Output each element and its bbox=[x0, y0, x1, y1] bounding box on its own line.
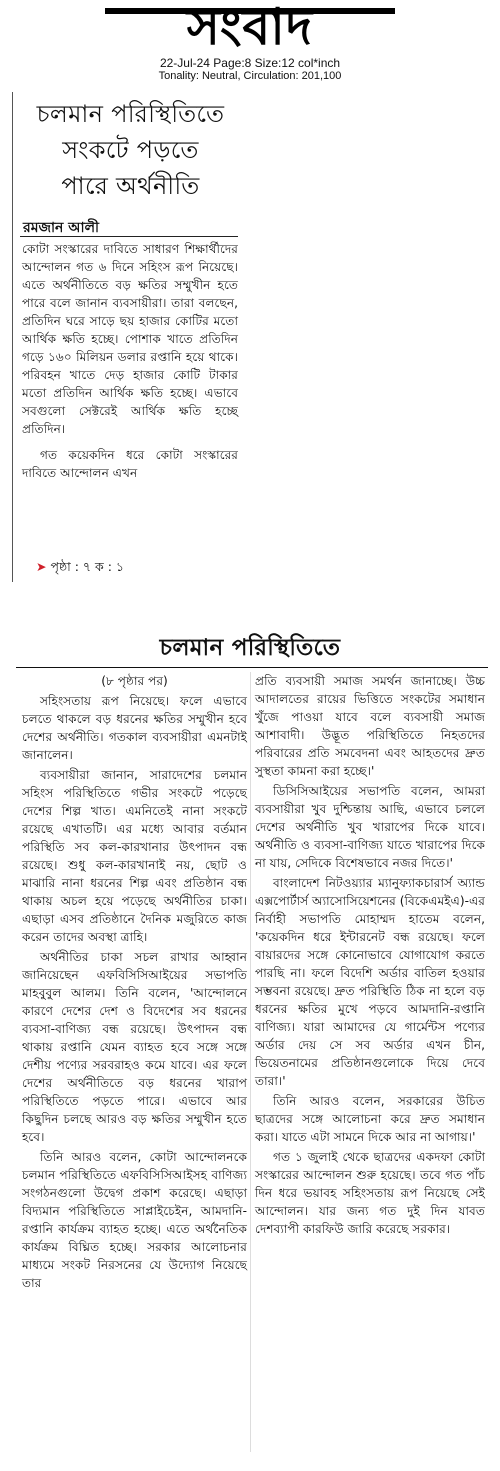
continuation-right-column bbox=[255, 672, 485, 1240]
continuation-paragraph: ব্যবসায়ীরা জানান, সারাদেশের চলমান সহিংস পরিস্থিতিতে গভীর সংকটে পড়েছে দেশের শিল্প খাত। এমনিতেই নানা সংকটে রয়েছে এখাতটি। এর মধ্যে আবার বর্তমান পরিস্থিতি সব কল-কারখানার উৎপাদন বন্ধ রয়েছে। শুধু কল-কারখানাই নয়, ছোট ও মাঝারি নানা ধরনের শিল্প এবং প্রতিষ্ঠান বন্ধ থাকায় অচল হয়ে পড়েছে অর্থনীতির চাকা। এছাড়া এসব প্রতিষ্ঠানে দৈনিক মজুরিতে কাজ করেন তাদের অবস্থা ত্রাহি। bbox=[22, 768, 247, 944]
byline-divider bbox=[20, 236, 238, 237]
clip-info-line: 22-Jul-24 Page:8 Size:12 col*inch bbox=[159, 56, 341, 70]
lead-paragraph: কোটা সংস্কারের দাবিতে সাধারণ শিক্ষার্থীদের আন্দোলন গত ৬ দিনে সহিংস রূপ নিয়েছে। এতে অর্থনীতিতে বড় ক্ষতির সম্মুখীন হতে পারে বলে জানান ব্যবসায়ীরা। তারা বলছেন, প্রতিদিন ঘরে সাড়ে ছয় হাজার কোটির মতো আর্থিক ক্ষতি হচ্ছে। পোশাক খাতে প্রতিদিন গড়ে ১৬০ মিলিয়ন ডলার রপ্তানি হয়ে থাকে। পরিবহন খাতে দেড় হাজার কোটি টাকার মতো প্রতিদিন আর্থিক ক্ষতি হচ্ছে। এভাবে সবগুলো সেক্টরেই আর্থিক ক্ষতি হচ্ছে প্রতিদিন। bbox=[22, 242, 238, 436]
newspaper-name: সংবাদ bbox=[186, 0, 314, 56]
continuation-paragraph: ডিসিসিআইয়ের সভাপতি বলেন, আমরা ব্যবসায়ীরা খুব দুশ্চিন্তায় আছি, এভাবে চললে দেশের অর্থনীতি খুব খারাপের দিকে যাবে। অর্থনীতি ও ব্যবসা-বাণিজ্য যাতে খারাপের দিকে না যায়, সেদিকে বিশেষভাবে নজর দিতে।' bbox=[255, 784, 485, 870]
byline: রমজান আলী bbox=[23, 220, 100, 236]
clip-tonality-line: Tonality: Neutral, Circulation: 201,100 bbox=[158, 70, 342, 82]
from-page-note: (৮ পৃষ্ঠার পর) bbox=[101, 674, 168, 688]
continuation-paragraph: সহিংসতায় রূপ নিয়েছে। ফলে এভাবে চলতে থাকলে বড় ধরনের ক্ষতির সম্মুখীন হবে দেশের অর্থনীতি। গতকাল ব্যবসায়ীরা এমনটাই জানালেন। bbox=[22, 694, 247, 762]
continuation-heading: চলমান পরিস্থিতিতে bbox=[159, 635, 341, 661]
headline-line: চলমান পরিস্থিতিতে bbox=[36, 100, 225, 128]
headline-line: সংকটে পড়তে bbox=[62, 136, 199, 164]
continuation-paragraph: তিনি আরও বলেন, কোটা আন্দোলনকে চলমান পরিস্থিতিতে এফবিসিসিআইসহ বাণিজ্য সংগঠনগুলো উদ্বেগ প্রকাশ করেছে। এছাড়া বিদ্যমান পরিস্থিতিতে সাপ্লাইচেইন, আমদানি-রপ্তানি কার্যক্রম ব্যাহত হচ্ছে। এতে অর্থনৈতিক কার্যক্রম বিঘ্নিত হচ্ছে। সরকার আলোচনার মাধ্যমে সংকট নিরসনের যে উদ্যোগ নিয়েছে তার bbox=[22, 1150, 247, 1290]
column-divider bbox=[250, 672, 251, 1452]
jump-text: পৃষ্ঠা : ৭ ক : ১ bbox=[50, 559, 125, 574]
headline-line: পারে অর্থনীতি bbox=[61, 172, 200, 200]
article-lead bbox=[22, 240, 238, 482]
continuation-paragraph: বাংলাদেশ নিটওয়্যার ম্যানুফ্যাকচারার্স অ্যান্ড এক্সপোর্টার্স অ্যাসোসিয়েশনের (বিকেএমইএ)-এর নির্বাহী সভাপতি মোহাম্মদ হাতেম বলেন, 'কয়েকদিন ধরে ইন্টারনেট বন্ধ রয়েছে। ফলে বায়ারদের সঙ্গে কোনোভাবে যোগাযোগ করতে পারছি না। ফলে বিদেশি অর্ডার বাতিল হওয়ার সম্ভবনা রয়েছে। দ্রুত পরিস্থিতি ঠিক না হলে বড় ধরনের ক্ষতির মুখে পড়বে আমদানি-রপ্তানি বাণিজ্য। যারা আমাদের যে গার্মেন্টস পণ্যের অর্ডার দেয় সে সব অর্ডার এখন চীন, ভিয়েতনামের প্রতিষ্ঠানগুলোকে দিয়ে দেবে তারা।' bbox=[255, 876, 485, 1088]
continued-on-jump bbox=[36, 559, 124, 579]
arrow-right-icon: ➤ bbox=[36, 559, 47, 574]
left-column-rule bbox=[12, 92, 13, 582]
article-headline bbox=[18, 96, 243, 204]
continuation-paragraph: প্রতি ব্যবসায়ী সমাজ সমর্থন জানাচ্ছে। উচ্চ আদালতের রায়ের ভিত্তিতে সংকটের সমাধান খুঁজে পাওয়া যাবে বলে ব্যবসায়ী সমাজ আশাবাদী। উদ্ভূত পরিস্থিতিতে নিহতদের পরিবারের প্রতি সমবেদনা এবং আহতদের দ্রুত সুস্থতা কামনা করা হচ্ছে।' bbox=[255, 674, 485, 778]
continuation-paragraph: গত ১ জুলাই থেকে ছাত্রদের একদফা কোটা সংস্কারের আন্দোলন শুরু হয়েছে। তবে গত পাঁচ দিন ধরে ভয়াবহ সহিংসতায় রূপ নিয়েছে সেই আন্দোলন। যার জন্য গত দুই দিন যাবত দেশব্যাপী কারফিউ জারি করেছে সরকার। bbox=[255, 1150, 485, 1236]
continuation-paragraph: তিনি আরও বলেন, সরকারের উচিত ছাত্রদের সঙ্গে আলোচনা করে দ্রুত সমাধান করা। যাতে এটা সামনে দিকে আর না আগায়।' bbox=[255, 1094, 485, 1144]
continuation-divider bbox=[16, 667, 488, 668]
masthead-logo bbox=[105, 2, 395, 54]
continuation-paragraph: অর্থনীতির চাকা সচল রাখার আহ্বান জানিয়েছেন এফবিসিসিআইয়ের সভাপতি মাহবুবুল আলম। তিনি বলেন, 'আন্দোলনে কারণে দেশের দেশ ও বিদেশের সব ধরনের ব্যবসা-বাণিজ্য বন্ধ রয়েছে। উৎপাদন বন্ধ থাকায় রপ্তানি যেমন ব্যাহত হবে সঙ্গে সঙ্গে দেশীয় পণ্যের সরবরাহও কমে যাবে। এর ফলে দেশের অর্থনীতিতে বড় ধরনের খারাপ পরিস্থিতিতে পড়তে পারে। এভাবে আর কিছুদিন চলছে আরও বড় ক্ষতির সম্মুখীন হতে হবে। bbox=[22, 950, 247, 1144]
lead-paragraph: গত কয়েকদিন ধরে কোটা সংস্কারের দাবিতে আন্দোলন এখন bbox=[22, 448, 238, 480]
continuation-left-column bbox=[22, 672, 247, 1294]
